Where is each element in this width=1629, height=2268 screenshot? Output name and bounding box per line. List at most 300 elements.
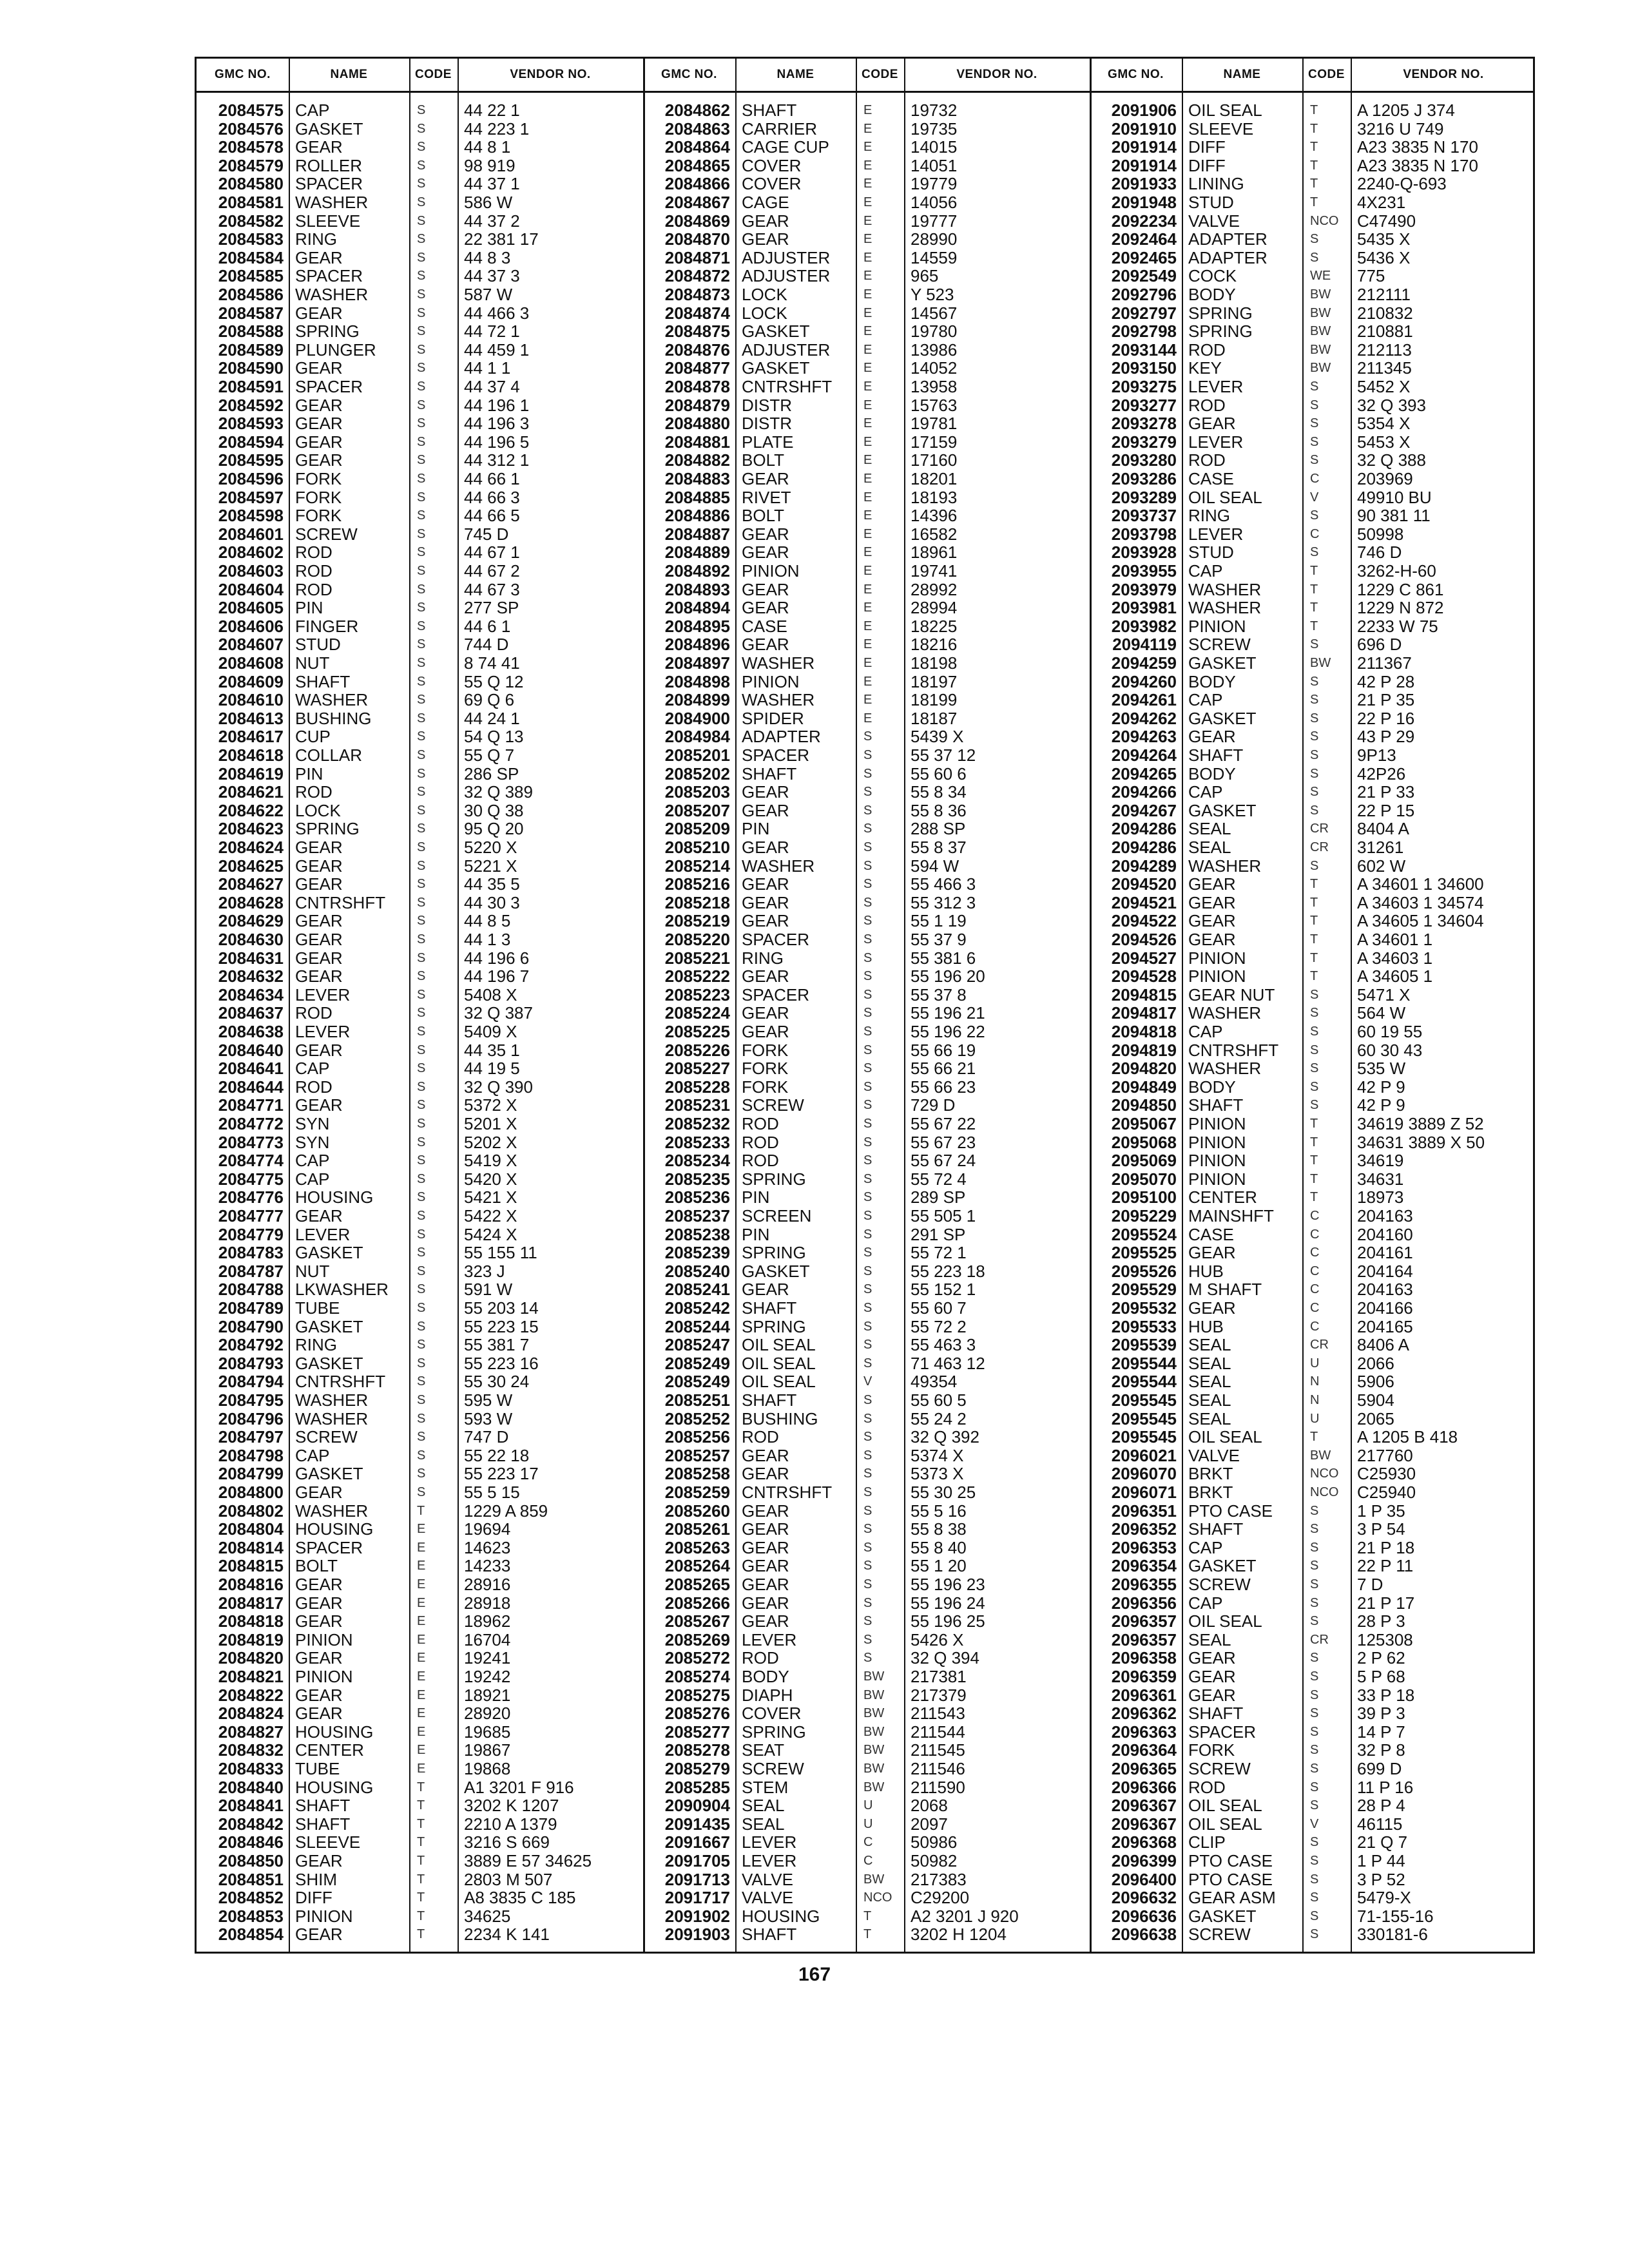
gmc-no-cell: 2085274	[664, 1667, 730, 1686]
header-gmc-no: GMC NO.	[661, 68, 717, 81]
name-cell: GEAR	[1188, 414, 1236, 434]
code-cell: S	[417, 342, 426, 357]
code-cell: S	[417, 914, 426, 928]
table-row	[643, 322, 1090, 341]
table-row	[197, 1004, 643, 1023]
vendor-no-cell: 19780	[911, 322, 958, 341]
table-row	[197, 488, 643, 507]
name-cell: GEAR	[1188, 892, 1236, 912]
code-cell: S	[417, 858, 426, 873]
gmc-no-cell: 2096353	[1111, 1537, 1177, 1557]
vendor-no-cell: 289 SP	[911, 1187, 966, 1207]
vendor-no-cell: 55 5 16	[911, 1501, 967, 1521]
code-cell: C	[1310, 1319, 1320, 1334]
name-cell: SHAFT	[742, 1390, 797, 1410]
gmc-no-cell: 2085257	[664, 1445, 730, 1465]
name-cell: DISTR	[742, 414, 792, 434]
name-cell: VALVE	[742, 1888, 793, 1908]
gmc-no-cell: 2084864	[664, 137, 730, 157]
vendor-no-cell: 211367	[1357, 653, 1412, 673]
code-cell: S	[417, 601, 426, 615]
gmc-no-cell: 2084804	[218, 1519, 284, 1539]
gmc-no-cell: 2084619	[218, 764, 284, 783]
code-cell: S	[863, 1301, 872, 1315]
vendor-no-cell: A 34605 1 34604	[1357, 911, 1484, 931]
vendor-no-cell: 18225	[911, 616, 958, 636]
table-row	[1090, 1520, 1536, 1539]
gmc-no-cell: 2096367	[1111, 1814, 1177, 1834]
table-row	[1090, 341, 1536, 360]
code-cell: NCO	[1310, 213, 1339, 228]
vendor-no-cell: 535 W	[1357, 1059, 1406, 1079]
table-row	[197, 1280, 643, 1299]
code-cell: T	[1310, 140, 1318, 155]
vendor-no-cell: 33 P 18	[1357, 1685, 1415, 1705]
name-cell: BODY	[1188, 1077, 1236, 1097]
code-cell: T	[417, 1503, 425, 1518]
name-cell: GEAR	[295, 1095, 343, 1115]
vendor-no-cell: 19777	[911, 211, 958, 231]
code-cell: T	[1310, 582, 1318, 597]
vendor-no-cell: 211544	[911, 1722, 965, 1742]
name-cell: LOCK	[742, 303, 787, 323]
vendor-no-cell: 55 37 9	[911, 930, 967, 949]
gmc-no-cell: 2084824	[218, 1704, 284, 1724]
name-cell: PIN	[295, 598, 323, 618]
vendor-no-cell: 288 SP	[911, 819, 966, 839]
code-cell: BW	[1310, 1448, 1331, 1463]
name-cell: HOUSING	[295, 1722, 374, 1742]
gmc-no-cell: 2085247	[664, 1335, 730, 1355]
gmc-no-cell: 2091914	[1111, 137, 1177, 157]
name-cell: RING	[295, 1335, 337, 1355]
table-row	[643, 1299, 1090, 1318]
vendor-no-cell: 277 SP	[464, 598, 519, 618]
vendor-no-cell: 3 P 54	[1357, 1519, 1405, 1539]
name-cell: SPRING	[295, 819, 360, 839]
gmc-no-cell: 2084789	[218, 1298, 284, 1318]
table-row	[197, 414, 643, 433]
table-row	[1090, 1796, 1536, 1815]
code-cell: S	[1310, 545, 1319, 560]
code-cell: S	[417, 564, 426, 578]
vendor-no-cell: 19735	[911, 119, 958, 139]
table-row	[643, 470, 1090, 488]
vendor-no-cell: 14559	[911, 247, 958, 267]
vendor-no-cell: 32 Q 388	[1357, 450, 1426, 470]
table-row	[197, 1502, 643, 1521]
gmc-no-cell: 2085209	[664, 819, 730, 839]
table-row	[197, 1815, 643, 1834]
gmc-no-cell: 2093982	[1111, 616, 1177, 636]
name-cell: GEAR	[295, 247, 343, 267]
name-cell: OIL SEAL	[742, 1335, 816, 1355]
name-cell: FORK	[742, 1059, 789, 1079]
vendor-no-cell: 5426 X	[911, 1629, 964, 1649]
vendor-no-cell: 71 463 12	[911, 1353, 985, 1373]
vendor-no-cell: 55 24 2	[911, 1408, 967, 1428]
table-row	[197, 1354, 643, 1373]
vendor-no-cell: 55 463 3	[911, 1335, 976, 1355]
table-row	[197, 857, 643, 876]
code-cell: S	[417, 766, 426, 781]
table-row	[1090, 1115, 1536, 1133]
name-cell: SPRING	[742, 1722, 806, 1742]
code-cell: S	[417, 1282, 426, 1297]
gmc-no-cell: 2084775	[218, 1169, 284, 1189]
table-row	[643, 1907, 1090, 1926]
name-cell: GEAR	[742, 1575, 789, 1594]
code-cell: S	[1310, 711, 1319, 726]
gmc-no-cell: 2093150	[1111, 358, 1177, 378]
vendor-no-cell: 44 37 3	[464, 266, 520, 286]
vendor-no-cell: A2 3201 J 920	[911, 1906, 1019, 1926]
vendor-no-cell: 34619	[1357, 1151, 1404, 1171]
name-cell: SLEEVE	[1188, 119, 1254, 139]
vendor-no-cell: 69 Q 6	[464, 690, 515, 710]
header-code: CODE	[415, 68, 452, 81]
name-cell: WASHER	[1188, 579, 1262, 599]
name-cell: PINION	[1188, 966, 1246, 986]
gmc-no-cell: 2084637	[218, 1003, 284, 1023]
gmc-no-cell: 2084774	[218, 1151, 284, 1171]
vendor-no-cell: 44 67 1	[464, 543, 520, 562]
gmc-no-cell: 2084878	[664, 377, 730, 396]
vendor-no-cell: 699 D	[1357, 1759, 1402, 1778]
table-row	[643, 1667, 1090, 1686]
vendor-no-cell: 211590	[911, 1777, 965, 1797]
gmc-no-cell: 2084579	[218, 155, 284, 175]
gmc-no-cell: 2093979	[1111, 579, 1177, 599]
gmc-no-cell: 2084581	[218, 193, 284, 212]
name-cell: NUT	[295, 653, 330, 673]
gmc-no-cell: 2084640	[218, 1040, 284, 1060]
table-row	[643, 949, 1090, 968]
name-cell: SCREW	[742, 1759, 804, 1778]
gmc-no-cell: 2084821	[218, 1667, 284, 1686]
code-cell: S	[863, 987, 872, 1002]
gmc-no-cell: 2084853	[218, 1906, 284, 1926]
code-cell: S	[863, 969, 872, 984]
table-row	[197, 1888, 643, 1907]
table-row	[643, 1796, 1090, 1815]
name-cell: PINION	[1188, 1114, 1246, 1133]
name-cell: GEAR	[742, 229, 789, 249]
gmc-no-cell: 2084887	[664, 524, 730, 544]
vendor-no-cell: 44 24 1	[464, 708, 520, 728]
name-cell: GEAR	[295, 1040, 343, 1060]
gmc-no-cell: 2095067	[1111, 1114, 1177, 1133]
gmc-no-cell: 2084984	[664, 727, 730, 747]
name-cell: PIN	[742, 1224, 770, 1244]
vendor-no-cell: 3889 E 57 34625	[464, 1851, 592, 1870]
name-cell: HOUSING	[295, 1519, 374, 1539]
name-cell: GEAR NUT	[1188, 985, 1275, 1004]
table-row	[197, 1244, 643, 1262]
code-cell: S	[1310, 1595, 1319, 1610]
vendor-no-cell: 2803 M 507	[464, 1869, 553, 1889]
name-cell: GEAR	[1188, 911, 1236, 931]
name-cell: SPACER	[1188, 1722, 1256, 1742]
parts-table	[195, 57, 1535, 1954]
code-cell: S	[417, 582, 426, 597]
name-cell: CAP	[1188, 1022, 1223, 1041]
gmc-no-cell: 2093928	[1111, 543, 1177, 562]
gmc-no-cell: 2084621	[218, 782, 284, 802]
gmc-no-cell: 2091914	[1111, 155, 1177, 175]
gmc-no-cell: 2084592	[218, 395, 284, 415]
vendor-no-cell: 55 223 18	[911, 1261, 985, 1281]
vendor-no-cell: 55 72 2	[911, 1316, 967, 1336]
vendor-no-cell: 204165	[1357, 1316, 1413, 1336]
table-row	[643, 967, 1090, 986]
gmc-no-cell: 2084814	[218, 1537, 284, 1557]
name-cell: PINION	[1188, 1132, 1246, 1152]
table-row	[1090, 930, 1536, 949]
table-row	[1090, 1704, 1536, 1723]
vendor-no-cell: 55 67 23	[911, 1132, 976, 1152]
vendor-no-cell: 2097	[911, 1814, 948, 1834]
vendor-no-cell: 32 Q 394	[911, 1648, 979, 1668]
code-cell: E	[863, 508, 872, 523]
header-name: NAME	[330, 68, 368, 81]
gmc-no-cell: 2095544	[1111, 1353, 1177, 1373]
code-cell: S	[1310, 1098, 1319, 1113]
code-cell: S	[417, 969, 426, 984]
name-cell: OIL SEAL	[742, 1353, 816, 1373]
table-row	[643, 1262, 1090, 1281]
gmc-no-cell: 2084629	[218, 911, 284, 931]
vendor-no-cell: 98 919	[464, 155, 516, 175]
gmc-no-cell: 2091906	[1111, 101, 1177, 120]
code-cell: S	[1310, 1559, 1319, 1573]
gmc-no-cell: 2084881	[664, 432, 730, 452]
code-cell: S	[417, 1374, 426, 1389]
vendor-no-cell: 28 P 3	[1357, 1611, 1405, 1631]
table-row	[643, 1520, 1090, 1539]
gmc-no-cell: 2084879	[664, 395, 730, 415]
name-cell: GEAR	[1188, 1685, 1236, 1705]
vendor-no-cell: 44 459 1	[464, 340, 530, 360]
vendor-no-cell: 5408 X	[464, 985, 517, 1004]
table-row	[643, 1741, 1090, 1760]
table-row	[643, 1686, 1090, 1705]
code-cell: S	[863, 1282, 872, 1297]
vendor-no-cell: 34631 3889 X 50	[1357, 1132, 1485, 1152]
gmc-no-cell: 2096361	[1111, 1685, 1177, 1705]
code-cell: S	[863, 1485, 872, 1499]
gmc-no-cell: 2084850	[218, 1851, 284, 1870]
name-cell: GEAR	[742, 1003, 789, 1023]
gmc-no-cell: 2085260	[664, 1501, 730, 1521]
name-cell: GEAR	[295, 930, 343, 949]
gmc-no-cell: 2084897	[664, 653, 730, 673]
name-cell: CAP	[295, 1445, 330, 1465]
code-cell: S	[417, 1245, 426, 1260]
gmc-no-cell: 2085223	[664, 985, 730, 1004]
name-cell: ROD	[295, 543, 333, 562]
table-row	[197, 1207, 643, 1225]
table-row	[643, 433, 1090, 452]
name-cell: OIL SEAL	[1188, 101, 1262, 120]
gmc-no-cell: 2096356	[1111, 1593, 1177, 1613]
table-row	[643, 175, 1090, 193]
vendor-no-cell: 3216 U 749	[1357, 119, 1444, 139]
table-row	[1090, 857, 1536, 876]
vendor-no-cell: 32 P 8	[1357, 1740, 1405, 1760]
vendor-no-cell: 18216	[911, 635, 958, 655]
name-cell: SEAL	[1188, 1335, 1231, 1355]
vendor-no-cell: 18198	[911, 653, 958, 673]
vendor-no-cell: 212113	[1357, 340, 1412, 360]
table-row	[1090, 285, 1536, 304]
table-row	[197, 506, 643, 525]
code-cell: T	[417, 1835, 425, 1850]
gmc-no-cell: 2084617	[218, 727, 284, 747]
code-cell: N	[1310, 1374, 1320, 1389]
code-cell: S	[417, 472, 426, 486]
code-cell: E	[863, 324, 872, 339]
table-row	[197, 451, 643, 470]
vendor-no-cell: 34619 3889 Z 52	[1357, 1114, 1484, 1133]
vendor-no-cell: 44 6 1	[464, 616, 511, 636]
table-row	[197, 1612, 643, 1631]
name-cell: GEAR	[742, 892, 789, 912]
vendor-no-cell: 55 203 14	[464, 1298, 539, 1318]
column-divider	[409, 59, 410, 1954]
table-row	[1090, 488, 1536, 507]
name-cell: GEAR	[742, 1519, 789, 1539]
gmc-no-cell: 2084895	[664, 616, 730, 636]
table-row	[643, 1502, 1090, 1521]
vendor-no-cell: 71-155-16	[1357, 1906, 1434, 1926]
vendor-no-cell: 5374 X	[911, 1445, 964, 1465]
gmc-no-cell: 2084815	[218, 1556, 284, 1576]
vendor-no-cell: 14396	[911, 506, 958, 526]
vendor-no-cell: 217381	[911, 1667, 967, 1686]
table-row	[1090, 709, 1536, 728]
gmc-no-cell: 2090904	[664, 1796, 730, 1816]
table-row	[1090, 193, 1536, 212]
gmc-no-cell: 2084793	[218, 1353, 284, 1373]
gmc-no-cell: 2094119	[1112, 635, 1177, 655]
gmc-no-cell: 2095068	[1111, 1132, 1177, 1152]
code-cell: E	[863, 582, 872, 597]
name-cell: GEAR	[295, 1206, 343, 1225]
code-cell: S	[417, 177, 426, 191]
code-cell: E	[863, 103, 872, 117]
table-row	[197, 1151, 643, 1170]
vendor-no-cell: A 34603 1	[1357, 948, 1433, 968]
code-cell: C	[863, 1835, 873, 1850]
code-cell: C	[863, 1854, 873, 1868]
name-cell: BODY	[1188, 764, 1236, 783]
table-row	[643, 912, 1090, 930]
table-row	[643, 654, 1090, 673]
table-row	[1090, 1925, 1536, 1944]
gmc-no-cell: 2084601	[218, 524, 284, 544]
table-row	[643, 414, 1090, 433]
name-cell: OIL SEAL	[1188, 1427, 1262, 1447]
header-code: CODE	[862, 68, 898, 81]
gmc-no-cell: 2084605	[218, 598, 284, 618]
name-cell: GEAR	[295, 1611, 343, 1631]
code-cell: S	[1310, 1079, 1319, 1094]
gmc-no-cell: 2084779	[218, 1224, 284, 1244]
name-cell: CNTRSHFT	[295, 892, 386, 912]
name-cell: SPRING	[742, 1243, 806, 1263]
table-row	[1090, 1907, 1536, 1926]
code-cell: S	[417, 619, 426, 633]
code-cell: T	[417, 1927, 425, 1942]
vendor-no-cell: 591 W	[464, 1280, 513, 1300]
code-cell: S	[417, 453, 426, 468]
name-cell: LEVER	[295, 985, 351, 1004]
table-row	[1090, 1446, 1536, 1465]
table-row	[1090, 267, 1536, 285]
vendor-no-cell: 14567	[911, 303, 958, 323]
gmc-no-cell: 2084607	[218, 635, 284, 655]
name-cell: CASE	[1188, 1224, 1234, 1244]
code-cell: T	[1310, 1117, 1318, 1131]
gmc-no-cell: 2084622	[218, 800, 284, 820]
code-cell: S	[1310, 987, 1319, 1002]
name-cell: SEAL	[1188, 1372, 1231, 1392]
vendor-no-cell: 14 P 7	[1357, 1722, 1405, 1742]
name-cell: SEAL	[1188, 1629, 1231, 1649]
gmc-no-cell: 2084582	[218, 211, 284, 231]
name-cell: DIFF	[1188, 155, 1226, 175]
code-cell: S	[863, 858, 872, 873]
gmc-no-cell: 2085249	[664, 1353, 730, 1373]
vendor-no-cell: 8 74 41	[464, 653, 520, 673]
vendor-no-cell: 55 466 3	[911, 874, 976, 894]
code-cell: E	[417, 1614, 426, 1629]
code-cell: S	[417, 1135, 426, 1149]
code-cell: NCO	[1310, 1485, 1339, 1499]
gmc-no-cell: 2084877	[664, 358, 730, 378]
gmc-no-cell: 2084896	[664, 635, 730, 655]
name-cell: ADJUSTER	[742, 340, 831, 360]
code-cell: S	[417, 1117, 426, 1131]
name-cell: WASHER	[1188, 1003, 1262, 1023]
name-cell: ADJUSTER	[742, 247, 831, 267]
table-row	[197, 1667, 643, 1686]
table-row	[197, 285, 643, 304]
code-cell: S	[863, 1043, 872, 1057]
code-cell: S	[863, 1466, 872, 1481]
code-cell: S	[1310, 1669, 1319, 1684]
table-row	[1090, 617, 1536, 636]
code-cell: E	[863, 213, 872, 228]
vendor-no-cell: 44 196 7	[464, 966, 530, 986]
code-cell: T	[1310, 1190, 1318, 1205]
table-row	[1090, 1465, 1536, 1483]
name-cell: GEAR	[1188, 727, 1236, 747]
name-cell: DIAPH	[742, 1685, 793, 1705]
column-divider	[289, 59, 290, 1954]
vendor-no-cell: 5409 X	[464, 1022, 517, 1041]
name-cell: GEAR	[295, 1575, 343, 1594]
name-cell: ROD	[295, 1003, 333, 1023]
code-cell: S	[1310, 398, 1319, 412]
vendor-no-cell: 19732	[911, 101, 958, 120]
name-cell: GEAR	[295, 1483, 343, 1502]
table-row	[643, 1059, 1090, 1078]
vendor-no-cell: 55 30 25	[911, 1483, 976, 1502]
code-cell: S	[1310, 250, 1319, 265]
name-cell: PTO CASE	[1188, 1869, 1273, 1889]
